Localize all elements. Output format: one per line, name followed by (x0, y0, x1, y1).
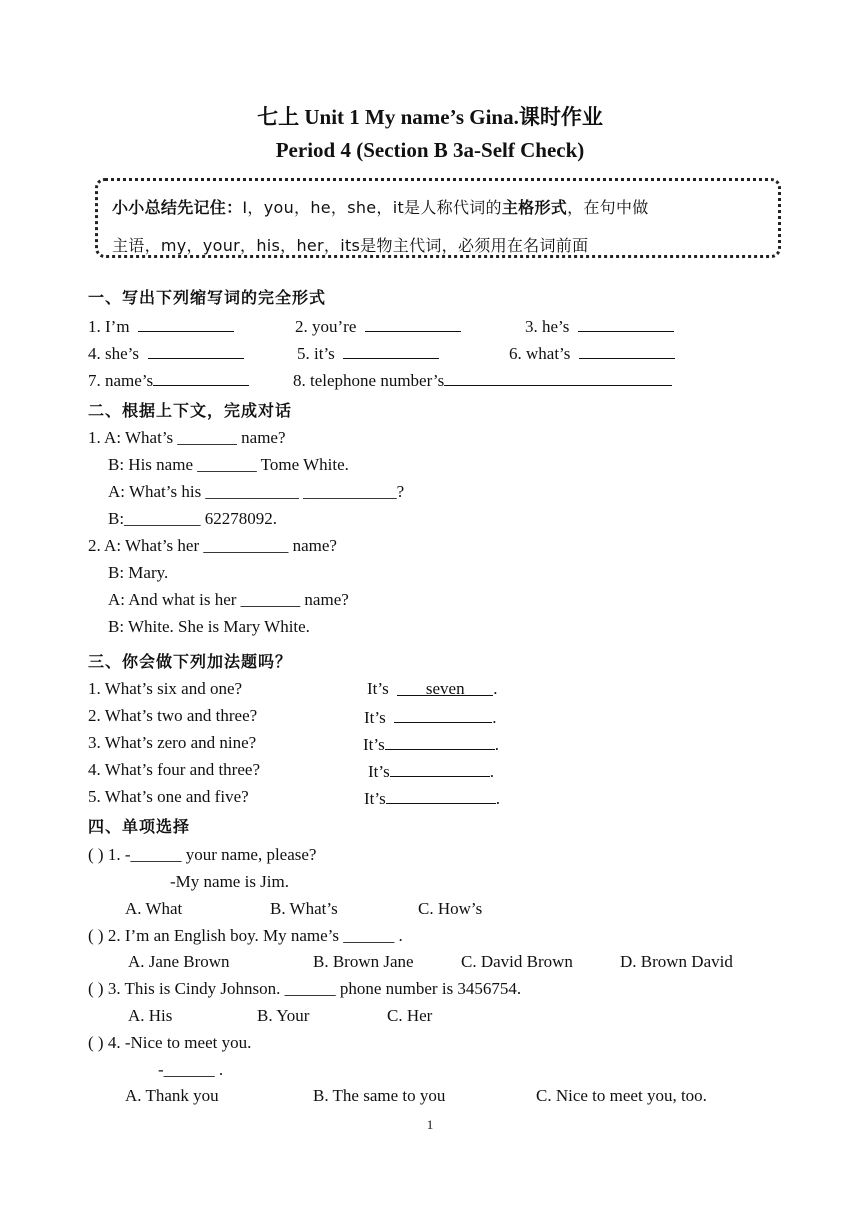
mc-question-1: ( ) 1. -______ your name, please? (88, 845, 317, 864)
summary-line-2: 主语，my，your，his，her，its是物主代词，必须用在名词前面 (112, 236, 589, 255)
mc-option: C. How’s (418, 899, 483, 918)
mc-option: B. Your (257, 1006, 310, 1025)
math-question: 2. What’s two and three? (88, 706, 258, 725)
mc-question-1-reply: -My name is Jim. (170, 872, 289, 891)
dialogue-line: A: And what is her _______ name? (108, 590, 349, 609)
section1-heading: 一、写出下列缩写词的完全形式 (88, 288, 327, 307)
section4-heading: 四、单项选择 (88, 817, 191, 836)
page-number: 1 (426, 1117, 434, 1132)
section3-heading: 三、你会做下列加法题吗？ (88, 652, 293, 671)
answer-blank[interactable] (148, 342, 244, 359)
mc-option: B. The same to you (313, 1086, 446, 1105)
math-answer: It’s . (363, 735, 499, 754)
mc-question-4: ( ) 4. -Nice to meet you. (88, 1033, 252, 1052)
section2-heading: 二、根据上下文，完成对话 (88, 401, 293, 420)
answer-blank[interactable] (579, 342, 675, 359)
math-question: 1. What’s six and one? (88, 679, 243, 698)
mc-option: A. Thank you (125, 1086, 219, 1105)
mc-option: B. What’s (270, 899, 338, 918)
answer-blank[interactable] (343, 342, 439, 359)
mc-question-2: ( ) 2. I’m an English boy. My name’s ______ . (88, 926, 403, 945)
summary-text-2: ，在句中做 (567, 198, 649, 217)
dialogue-line: B: White. She is Mary White. (108, 617, 310, 636)
summary-bold-1: 主格形式 (501, 198, 568, 217)
mc-option: A. What (125, 899, 183, 918)
summary-line-1 (112, 195, 649, 218)
answer-blank[interactable] (444, 369, 672, 386)
summary-label: 小小总结先记住： (112, 198, 243, 217)
dialogue-line: A: What’s his ___________ ___________? (108, 482, 405, 501)
s1-item-6: 6. what’s (509, 342, 675, 364)
mc-option: A. Jane Brown (128, 952, 230, 971)
answer-blank[interactable] (153, 369, 249, 386)
answer-blank[interactable] (365, 315, 461, 332)
math-question: 5. What’s one and five? (88, 787, 249, 806)
mc-option: D. Brown David (620, 952, 733, 971)
s1-item-1: 1. I’m (88, 315, 234, 337)
s1-item-3: 3. he’s (525, 315, 674, 337)
math-answer: It’s . (368, 762, 494, 781)
dialogue-line: 1. A: What’s _______ name? (88, 428, 286, 447)
worksheet-subtitle: Period 4 (Section B 3a-Self Check) (275, 138, 585, 162)
math-question: 3. What’s zero and nine? (88, 733, 257, 752)
math-answer: It’s . (364, 708, 497, 727)
answer-blank[interactable]: seven (397, 679, 493, 696)
s1-item-4: 4. she’s (88, 342, 244, 364)
dialogue-line: B: His name _______ Tome White. (108, 455, 349, 474)
mc-option: C. Her (387, 1006, 433, 1025)
answer-blank[interactable] (138, 315, 234, 332)
worksheet-title: 七上 Unit 1 My name’s Gina.课时作业 (257, 105, 603, 129)
math-answer: It’s . (364, 789, 500, 808)
answer-blank[interactable] (578, 315, 674, 332)
answer-blank[interactable] (385, 733, 495, 750)
mc-option: C. David Brown (461, 952, 573, 971)
answer-blank[interactable] (394, 706, 492, 723)
summary-box (95, 178, 781, 258)
s1-item-5: 5. it’s (297, 342, 439, 364)
dialogue-line: 2. A: What’s her __________ name? (88, 536, 337, 555)
dialogue-line: B:_________ 62278092. (108, 509, 278, 528)
mc-option: C. Nice to meet you, too. (536, 1086, 707, 1105)
mc-option: A. His (128, 1006, 173, 1025)
dialogue-line: B: Mary. (108, 563, 169, 582)
math-question: 4. What’s four and three? (88, 760, 260, 779)
s1-item-8: 8. telephone number’s (293, 369, 672, 391)
mc-question-3: ( ) 3. This is Cindy Johnson. ______ phone number is 3456754. (88, 979, 522, 998)
answer-blank[interactable] (386, 787, 496, 804)
math-answer: It’s seven . (367, 679, 498, 698)
summary-text-1: I，you，he，she，it是人称代词的 (242, 198, 502, 217)
answer-blank[interactable] (390, 760, 490, 777)
s1-item-2: 2. you’re (295, 315, 461, 337)
mc-option: B. Brown Jane (313, 952, 414, 971)
mc-question-4-reply: -______ . (158, 1060, 224, 1079)
s1-item-7: 7. name’s (88, 369, 249, 391)
